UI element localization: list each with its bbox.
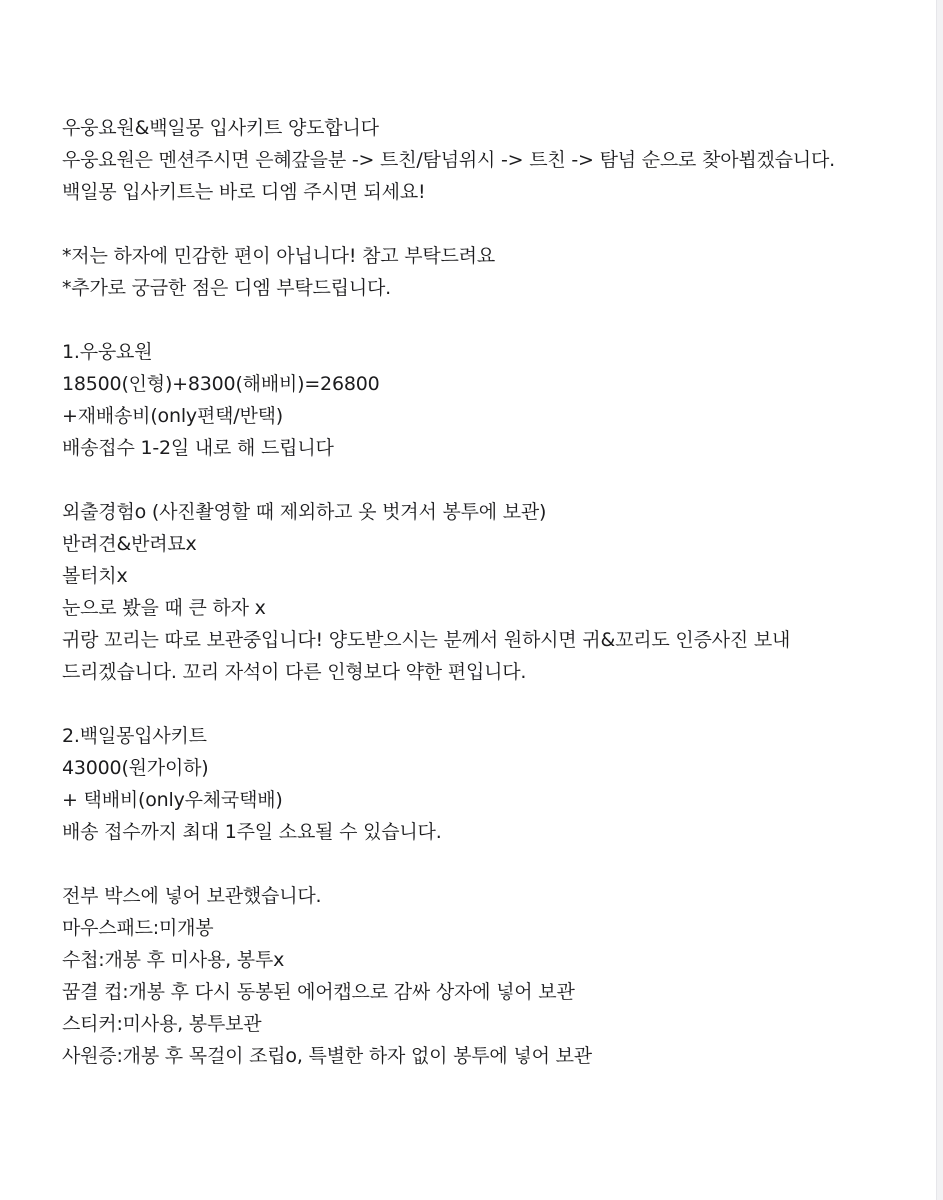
intro-line-3: 백일몽 입사키트는 바로 디엠 주시면 되세요! [62, 181, 426, 203]
note-body [62, 112, 922, 1072]
item1-delivery: 배송접수 1-2일 내로 해 드립니다 [62, 437, 334, 459]
item2-detail-line: 사원증:개봉 후 목걸이 조립o, 특별한 하자 없이 봉투에 넣어 보관 [62, 1045, 592, 1067]
blank-line [62, 688, 922, 720]
item2-detail-line: 스티커:미사용, 봉투보관 [62, 1013, 262, 1035]
blank-line [62, 304, 922, 336]
blank-line [62, 848, 922, 880]
page-edge-divider [936, 0, 943, 1200]
blank-line [62, 464, 922, 496]
item1-title: 1.우웅요원 [62, 341, 153, 363]
item1-detail-line: 눈으로 봤을 때 큰 하자 x [62, 597, 266, 619]
item1-price: 18500(인형)+8300(해배비)=26800 [62, 373, 380, 395]
intro-line-2: 우웅요원은 멘션주시면 은혜갚을분 -> 트친/탐넘위시 -> 트친 -> 탐넘 순으로 찾아뵙겠습니다. [62, 149, 835, 171]
item1-detail-line: 반려견&반려묘x [62, 533, 197, 555]
item1-detail-line: 볼터치x [62, 565, 128, 587]
item2-price: 43000(원가이하) [62, 757, 209, 779]
item2-detail-line: 수첩:개봉 후 미사용, 봉투x [62, 949, 285, 971]
item2-shipping: + 택배비(only우체국택배) [62, 789, 283, 811]
notice-line-1: *저는 하자에 민감한 편이 아닙니다! 참고 부탁드려요 [62, 245, 495, 267]
notice-line-2: *추가로 궁금한 점은 디엠 부탁드립니다. [62, 277, 391, 299]
item2-detail-line: 전부 박스에 넣어 보관했습니다. [62, 885, 322, 907]
item1-shipping: +재배송비(only편택/반택) [62, 405, 283, 427]
item2-detail-line: 마우스패드:미개봉 [62, 917, 214, 939]
item2-detail-line: 꿈결 컵:개봉 후 다시 동봉된 에어캡으로 감싸 상자에 넣어 보관 [62, 981, 575, 1003]
item1-detail-line: 드리겠습니다. 꼬리 자석이 다른 인형보다 약한 편입니다. [62, 661, 527, 683]
item2-delivery: 배송 접수까지 최대 1주일 소요될 수 있습니다. [62, 821, 442, 843]
intro-line-1: 우웅요원&백일몽 입사키트 양도합니다 [62, 117, 379, 139]
item2-title: 2.백일몽입사키트 [62, 725, 207, 747]
item1-detail-line: 귀랑 꼬리는 따로 보관중입니다! 양도받으시는 분께서 원하시면 귀&꼬리도 인증사진 보내 [62, 629, 791, 651]
blank-line [62, 208, 922, 240]
item1-detail-line: 외출경험o (사진촬영할 때 제외하고 옷 벗겨서 봉투에 보관) [62, 501, 547, 523]
